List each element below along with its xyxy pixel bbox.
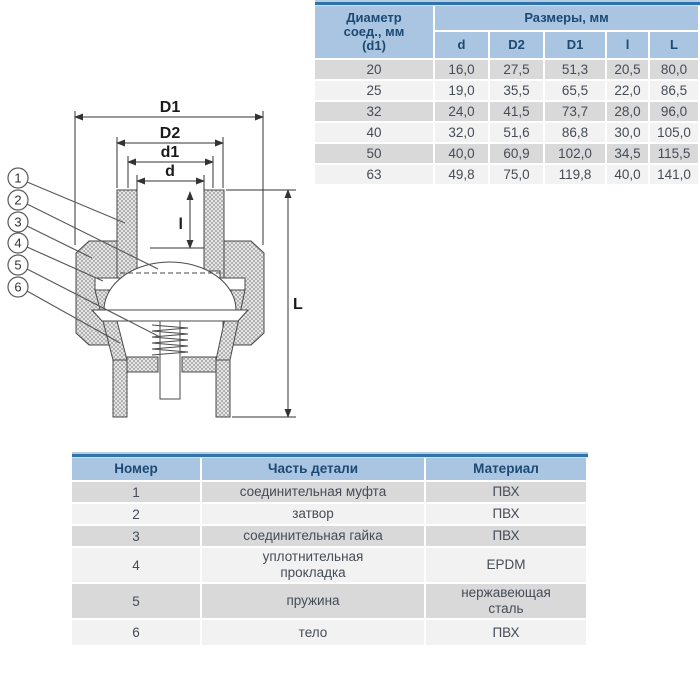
table-cell: 30,0 (607, 123, 648, 142)
table-cell: 2 (72, 504, 200, 524)
table-cell: 4 (72, 548, 200, 582)
table-cell: 20 (315, 60, 433, 79)
callout-number-6: 6 (14, 279, 22, 295)
part-material: нержавеющая сталь (461, 585, 551, 616)
socket-wall-left (117, 190, 137, 278)
table-cell (426, 548, 586, 582)
dim-label-d: d (165, 163, 175, 180)
table-cell: 22,0 (607, 81, 648, 100)
dim-label-D2: D2 (159, 125, 181, 142)
body-wall-left (113, 360, 127, 417)
table-cell: 73,7 (545, 102, 605, 121)
part-name: тело (298, 624, 328, 640)
dim-label-D1: D1 (159, 99, 181, 116)
table-cell: 3 (72, 526, 200, 546)
size-subheader-d: d (435, 32, 488, 58)
table-cell: 24,0 (435, 102, 488, 121)
table-cell: 115,5 (650, 144, 698, 163)
table-cell: 32 (315, 102, 433, 121)
part-material: EPDM (486, 557, 526, 573)
parts-header-material: Материал (426, 458, 586, 480)
parts-header-part: Часть детали (202, 458, 424, 480)
table-cell (202, 482, 424, 502)
part-material: ПВХ (492, 528, 520, 544)
table-cell: 80,0 (650, 60, 698, 79)
size-subheader-D1: D1 (545, 32, 605, 58)
table-cell: 102,0 (545, 144, 605, 163)
part-name: пружина (286, 593, 340, 609)
table-cell: 105,0 (650, 123, 698, 142)
table-cell: 6 (72, 620, 200, 645)
table-cell: 40,0 (607, 165, 648, 184)
dim-label-l: l (178, 216, 183, 233)
table-cell: 35,5 (490, 81, 543, 100)
callout-number-3: 3 (14, 214, 22, 230)
valve-cross-section-drawing (0, 95, 310, 447)
callout-number-1: 1 (14, 170, 22, 186)
part-name: соединительная муфта (239, 484, 387, 500)
table-cell: 25 (315, 81, 433, 100)
size-subheader-L: L (650, 32, 698, 58)
part-name: соединительная гайка (243, 528, 383, 544)
table-cell (202, 504, 424, 524)
valve-body (76, 190, 264, 417)
table-cell (202, 584, 424, 618)
table-cell: 51,6 (490, 123, 543, 142)
table-cell: 60,9 (490, 144, 543, 163)
table-cell: 96,0 (650, 102, 698, 121)
size-subheader-l: l (607, 32, 648, 58)
table-cell: 16,0 (435, 60, 488, 79)
table-cell (202, 548, 424, 582)
table-cell: 63 (315, 165, 433, 184)
table-cell: 41,5 (490, 102, 543, 121)
part-name: затвор (292, 506, 334, 522)
table-cell: 1 (72, 482, 200, 502)
parts-table-grid (72, 458, 588, 645)
table-cell (426, 620, 586, 645)
body-wall-right (216, 360, 230, 417)
bridge-left (127, 357, 158, 372)
table-cell (426, 584, 586, 618)
table-cell: 20,5 (607, 60, 648, 79)
table-cell: 119,8 (545, 165, 605, 184)
table-cell: 51,3 (545, 60, 605, 79)
size-table (315, 0, 700, 184)
table-cell: 50 (315, 144, 433, 163)
table-cell: 86,5 (650, 81, 698, 100)
parts-header-number: Номер (72, 458, 200, 480)
table-cell: 86,8 (545, 123, 605, 142)
table-cell (426, 504, 586, 524)
table-cell (202, 620, 424, 645)
table-cell: 40 (315, 123, 433, 142)
poppet-brim (92, 310, 248, 321)
parts-table (72, 452, 588, 645)
table-cell: 32,0 (435, 123, 488, 142)
dim-label-L: L (293, 296, 303, 313)
bridge-right (182, 357, 216, 372)
table-cell (426, 526, 586, 546)
size-group-header: Размеры, мм (435, 6, 698, 30)
part-name: уплотнительная прокладка (262, 549, 364, 580)
table-cell (202, 526, 424, 546)
table-cell: 5 (72, 584, 200, 618)
table-cell: 34,5 (607, 144, 648, 163)
callout-number-2: 2 (14, 192, 22, 208)
table-cell: 27,5 (490, 60, 543, 79)
table-cell: 141,0 (650, 165, 698, 184)
table-cell: 19,0 (435, 81, 488, 100)
callout-number-4: 4 (14, 235, 22, 251)
dim-label-d1: d1 (160, 144, 180, 161)
table-cell: 65,5 (545, 81, 605, 100)
part-material: ПВХ (492, 484, 520, 500)
table-cell: 40,0 (435, 144, 488, 163)
table-cell: 75,0 (490, 165, 543, 184)
size-col1-header: Диаметр соед., мм (d1) (315, 6, 433, 58)
size-subheader-D2: D2 (490, 32, 543, 58)
table-cell: 28,0 (607, 102, 648, 121)
part-material: ПВХ (492, 506, 520, 522)
table-cell (426, 482, 586, 502)
part-material: ПВХ (492, 624, 520, 640)
table-cell: 49,8 (435, 165, 488, 184)
callout-number-5: 5 (14, 257, 22, 273)
socket-wall-right (204, 190, 224, 278)
size-table-grid (315, 6, 700, 184)
